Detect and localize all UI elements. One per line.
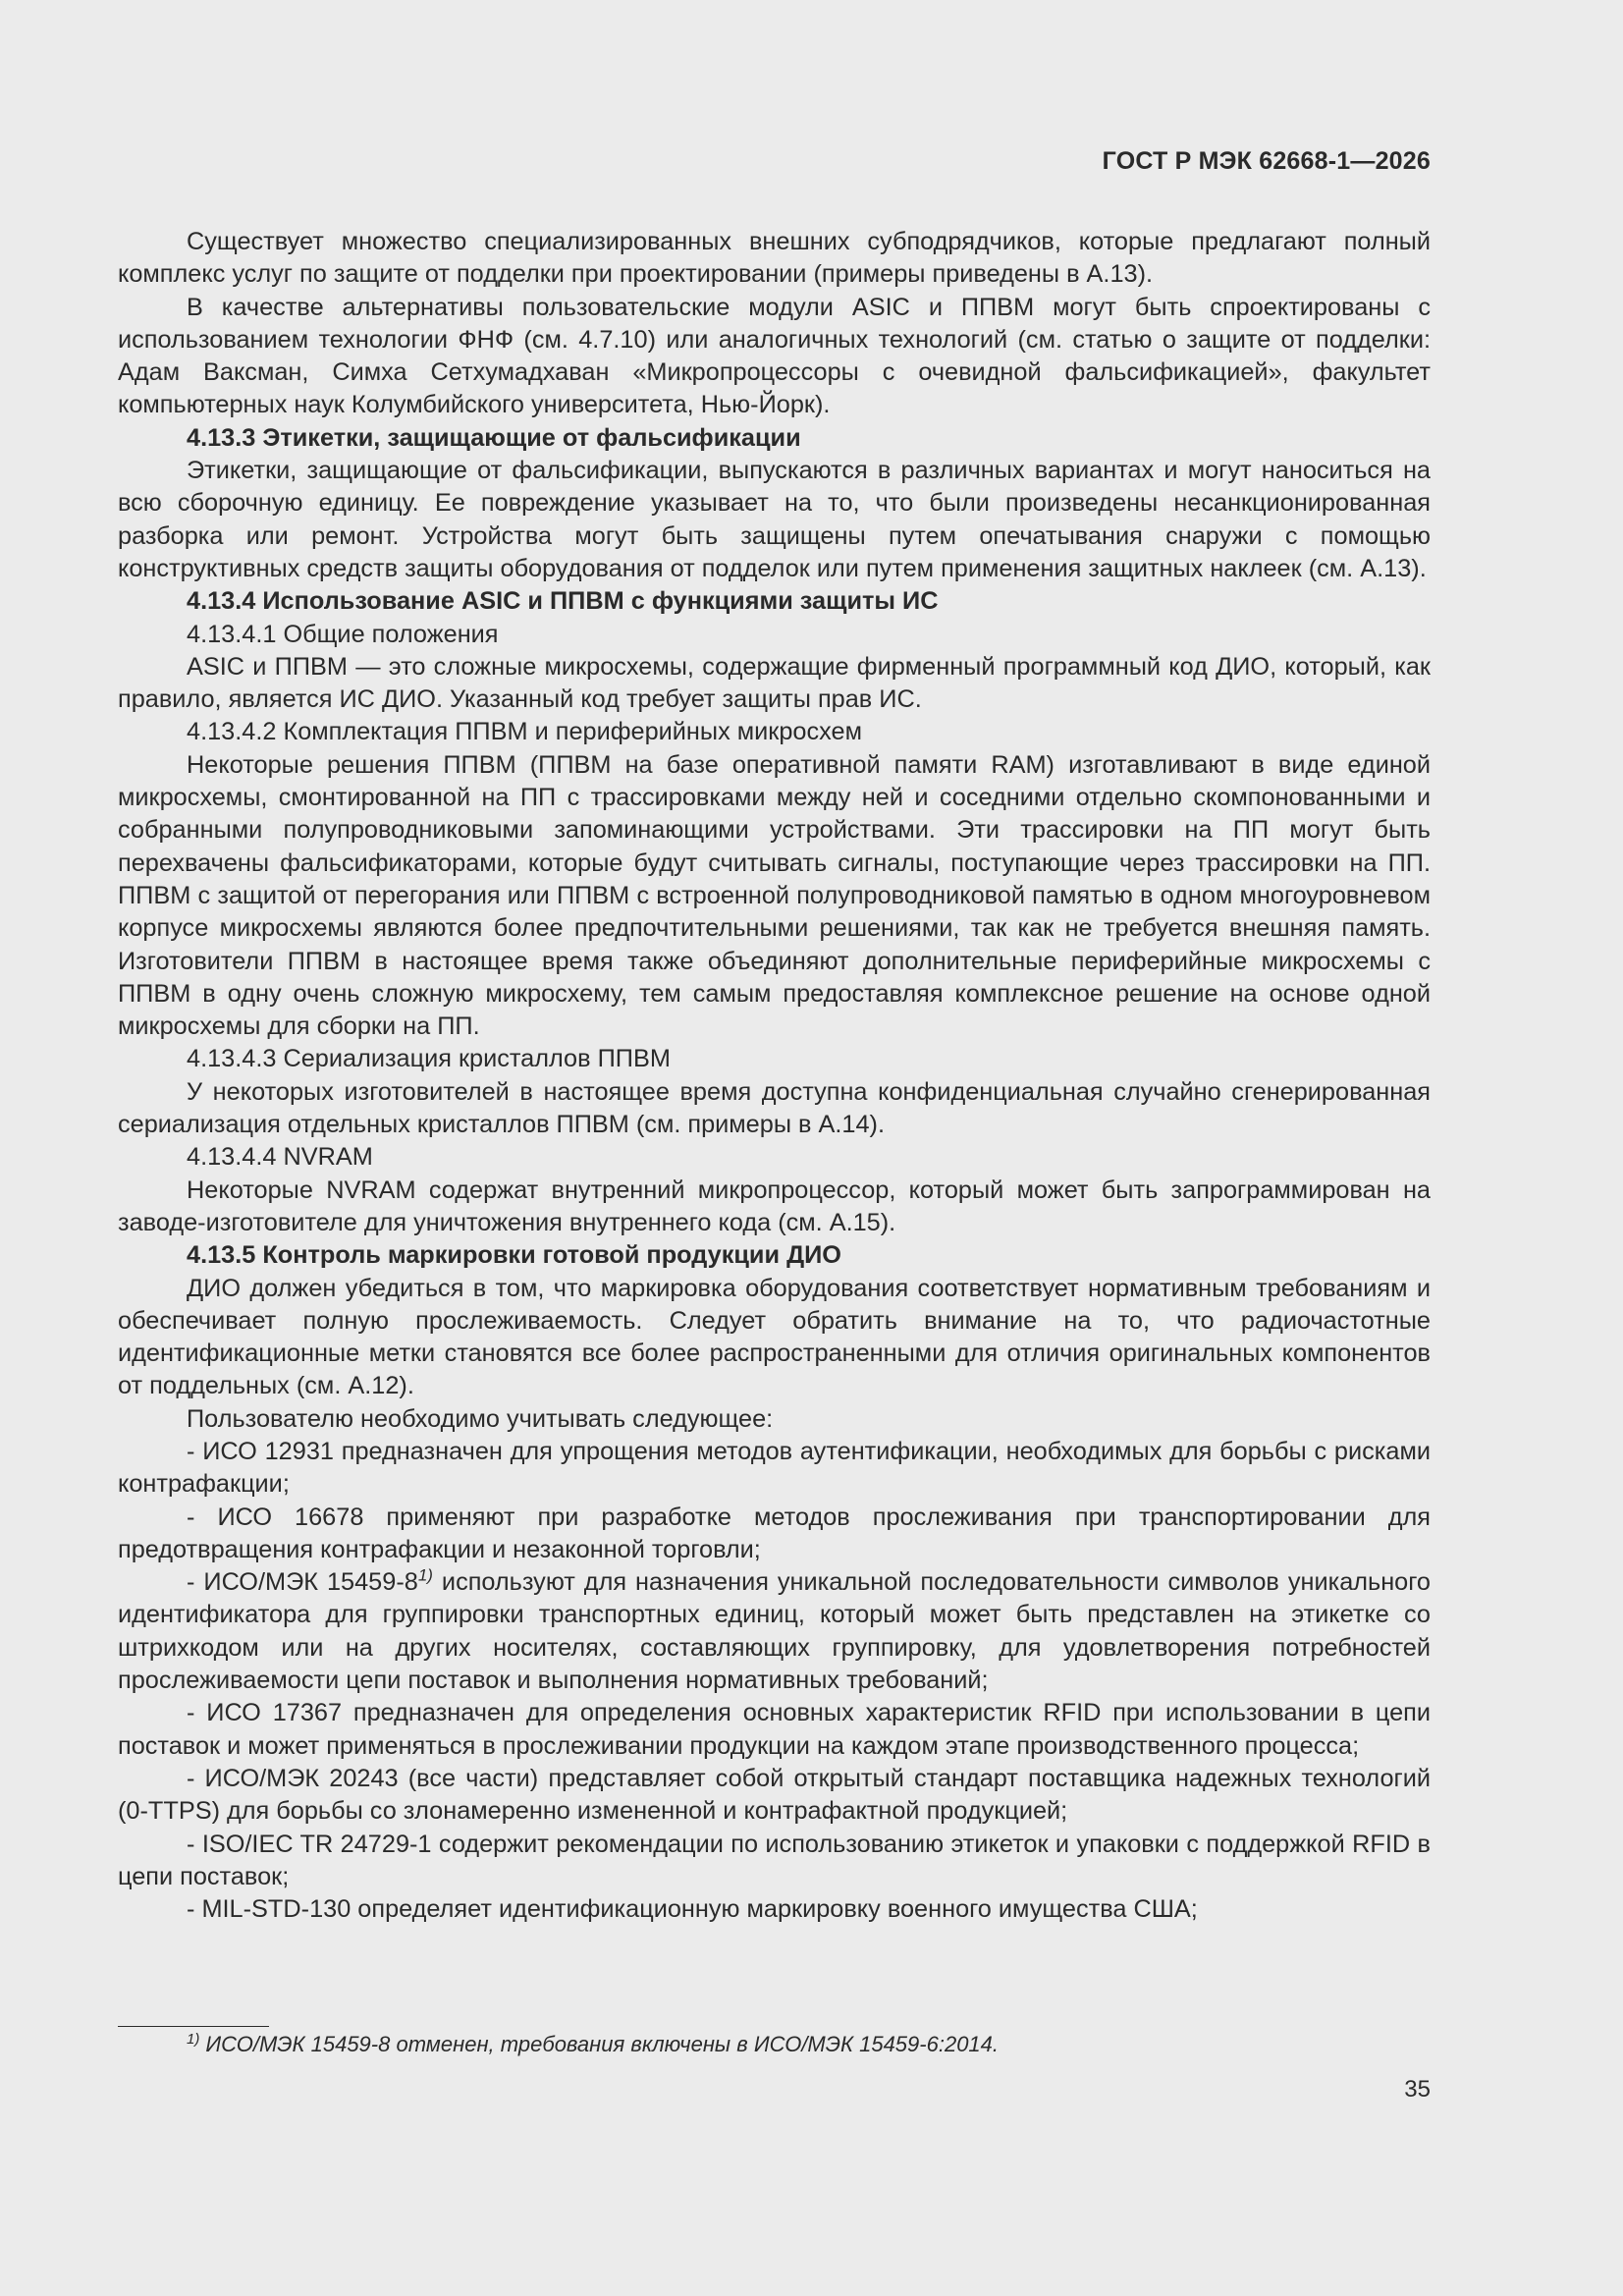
list-item: - ИСО 12931 предназначен для упрощения методов аутентификации, необходимых для борьбы с рисками контрафакции;	[118, 1437, 1431, 1499]
footnote	[187, 2032, 999, 2057]
paragraph: Пользователю необходимо учитывать следующее:	[187, 1404, 774, 1433]
list-item: - ISO/IEC TR 24729-1 содержит рекомендации по использованию этикеток и упаковки с поддержкой RFID в цепи поставок;	[118, 1830, 1431, 1890]
list-item: - ИСО 17367 предназначен для определения основных характеристик RFID при использовании в цепи поставок и может применяться в прослеживании продукции на каждом этапе производственного процесса;	[118, 1699, 1431, 1760]
subsection-heading: 4.13.4.1 Общие положения	[187, 620, 499, 648]
document-id-header: ГОСТ Р МЭК 62668-1—2026	[1102, 147, 1431, 175]
list-item	[118, 1566, 1431, 1697]
section-heading: 4.13.4 Использование ASIC и ППВМ с функциями защиты ИС	[187, 587, 939, 616]
list-item: - ИСО/МЭК 20243 (все части) представляет собой открытый стандарт поставщика надежных технологий (0-TTPS) для борьбы со злонамеренно измененной и контрафактной продукцией;	[118, 1764, 1431, 1826]
footnote-reference[interactable]: 1)	[417, 1565, 433, 1585]
footnote-separator	[118, 2026, 269, 2027]
list-item: - ИСО 16678 применяют при разработке методов прослеживания при транспортировании для предотвращения контрафакции и незаконной торговли;	[118, 1503, 1431, 1563]
paragraph: ДИО должен убедиться в том, что маркировка оборудования соответствует нормативным требованиям и обеспечивает полную прослеживаемость. Следует обратить внимание на то, что радиочастотные идентификационные метки становятся все более распространенными для отличия оригинальных компонентов от поддельных (см. А.12).	[118, 1274, 1431, 1400]
list-item: - MIL-STD-130 определяет идентификационную маркировку военного имущества США;	[187, 1895, 1198, 1924]
subsection-heading: 4.13.4.2 Комплектация ППВМ и периферийных микросхем	[187, 718, 862, 746]
section-heading: 4.13.5 Контроль маркировки готовой продукции ДИО	[187, 1241, 841, 1270]
paragraph: ASIC и ППВМ — это сложные микросхемы, содержащие фирменный программный код ДИО, который, как правило, является ИС ДИО. Указанный код требует защиты прав ИС.	[118, 652, 1431, 714]
paragraph: Некоторые NVRAM содержат внутренний микропроцессор, который может быть запрограммирован на заводе-изготовителе для уничтожения внутреннего кода (см. А.15).	[118, 1175, 1431, 1236]
footnote-mark: 1)	[187, 2030, 200, 2048]
paragraph: Этикетки, защищающие от фальсификации, выпускаются в различных вариантах и могут наноситься на всю сборочную единицу. Ее повреждение указывает на то, что были произведены несанкционированная разборка или ремонт. Устройства могут быть защищены путем опечатывания снаружи с помощью конструктивных средств защиты оборудования от подделок или путем применения защитных наклеек (см. А.13).	[118, 457, 1431, 582]
main-text	[118, 226, 1431, 1926]
subsection-heading: 4.13.4.3 Сериализация кристаллов ППВМ	[187, 1045, 671, 1073]
list-item-text: - ИСО/МЭК 15459-8	[187, 1568, 418, 1597]
paragraph: В качестве альтернативы пользовательские модули ASIC и ППВМ могут быть спроектированы с использованием технологии ФНФ (см. 4.7.10) или аналогичных технологий (см. статью о защите от подделки: Адам Ваксман, Симха Сетхумадхаван «Микропроцессоры с очевидной фальсификацией», факультет компьютерных наук Колумбийского университета, Нью-Йорк).	[118, 293, 1431, 419]
page-number: 35	[1404, 2076, 1431, 2103]
footnote-text: ИСО/МЭК 15459-8 отменен, требования включены в ИСО/МЭК 15459-6:2014.	[205, 2032, 1000, 2056]
paragraph: Существует множество специализированных внешних субподрядчиков, которые предлагают полный комплекс услуг по защите от подделки при проектировании (примеры приведены в А.13).	[118, 228, 1431, 289]
paragraph: Некоторые решения ППВМ (ППВМ на базе оперативной памяти RAM) изготавливают в виде единой микросхемы, смонтированной на ПП с трассировками между ней и соседними отдельно скомпонованными и собранными полупроводниковыми запоминающими устройствами. Эти трассировки на ПП могут быть перехвачены фальсификаторами, которые будут считывать сигналы, поступающие через трассировки на ПП. ППВМ с защитой от перегорания или ППВМ с встроенной полупроводниковой памятью в одном многоуровневом корпусе микросхемы являются более предпочтительными решениями, так как не требуется внешняя память. Изготовители ППВМ в настоящее время также объединяют дополнительные периферийные микросхемы с ППВМ в одну очень сложную микросхему, тем самым предоставляя комплексное решение на основе одной микросхемы для сборки на ПП.	[118, 750, 1431, 1041]
paragraph: У некоторых изготовителей в настоящее время доступна конфиденциальная случайно сгенерированная сериализация отдельных кристаллов ППВМ (см. примеры в А.14).	[118, 1077, 1431, 1139]
section-heading: 4.13.3 Этикетки, защищающие от фальсификации	[187, 423, 801, 452]
list-item-text: используют для назначения уникальной последовательности символов уникального идентификатора для группировки транспортных единиц, который может быть представлен на этикетке со штрихкодом или на других носителях, составляющих группировку, для удовлетворения потребностей прослеживаемости цепи поставок и выполнения нормативных требований;	[118, 1568, 1431, 1695]
subsection-heading: 4.13.4.4 NVRAM	[187, 1143, 373, 1172]
